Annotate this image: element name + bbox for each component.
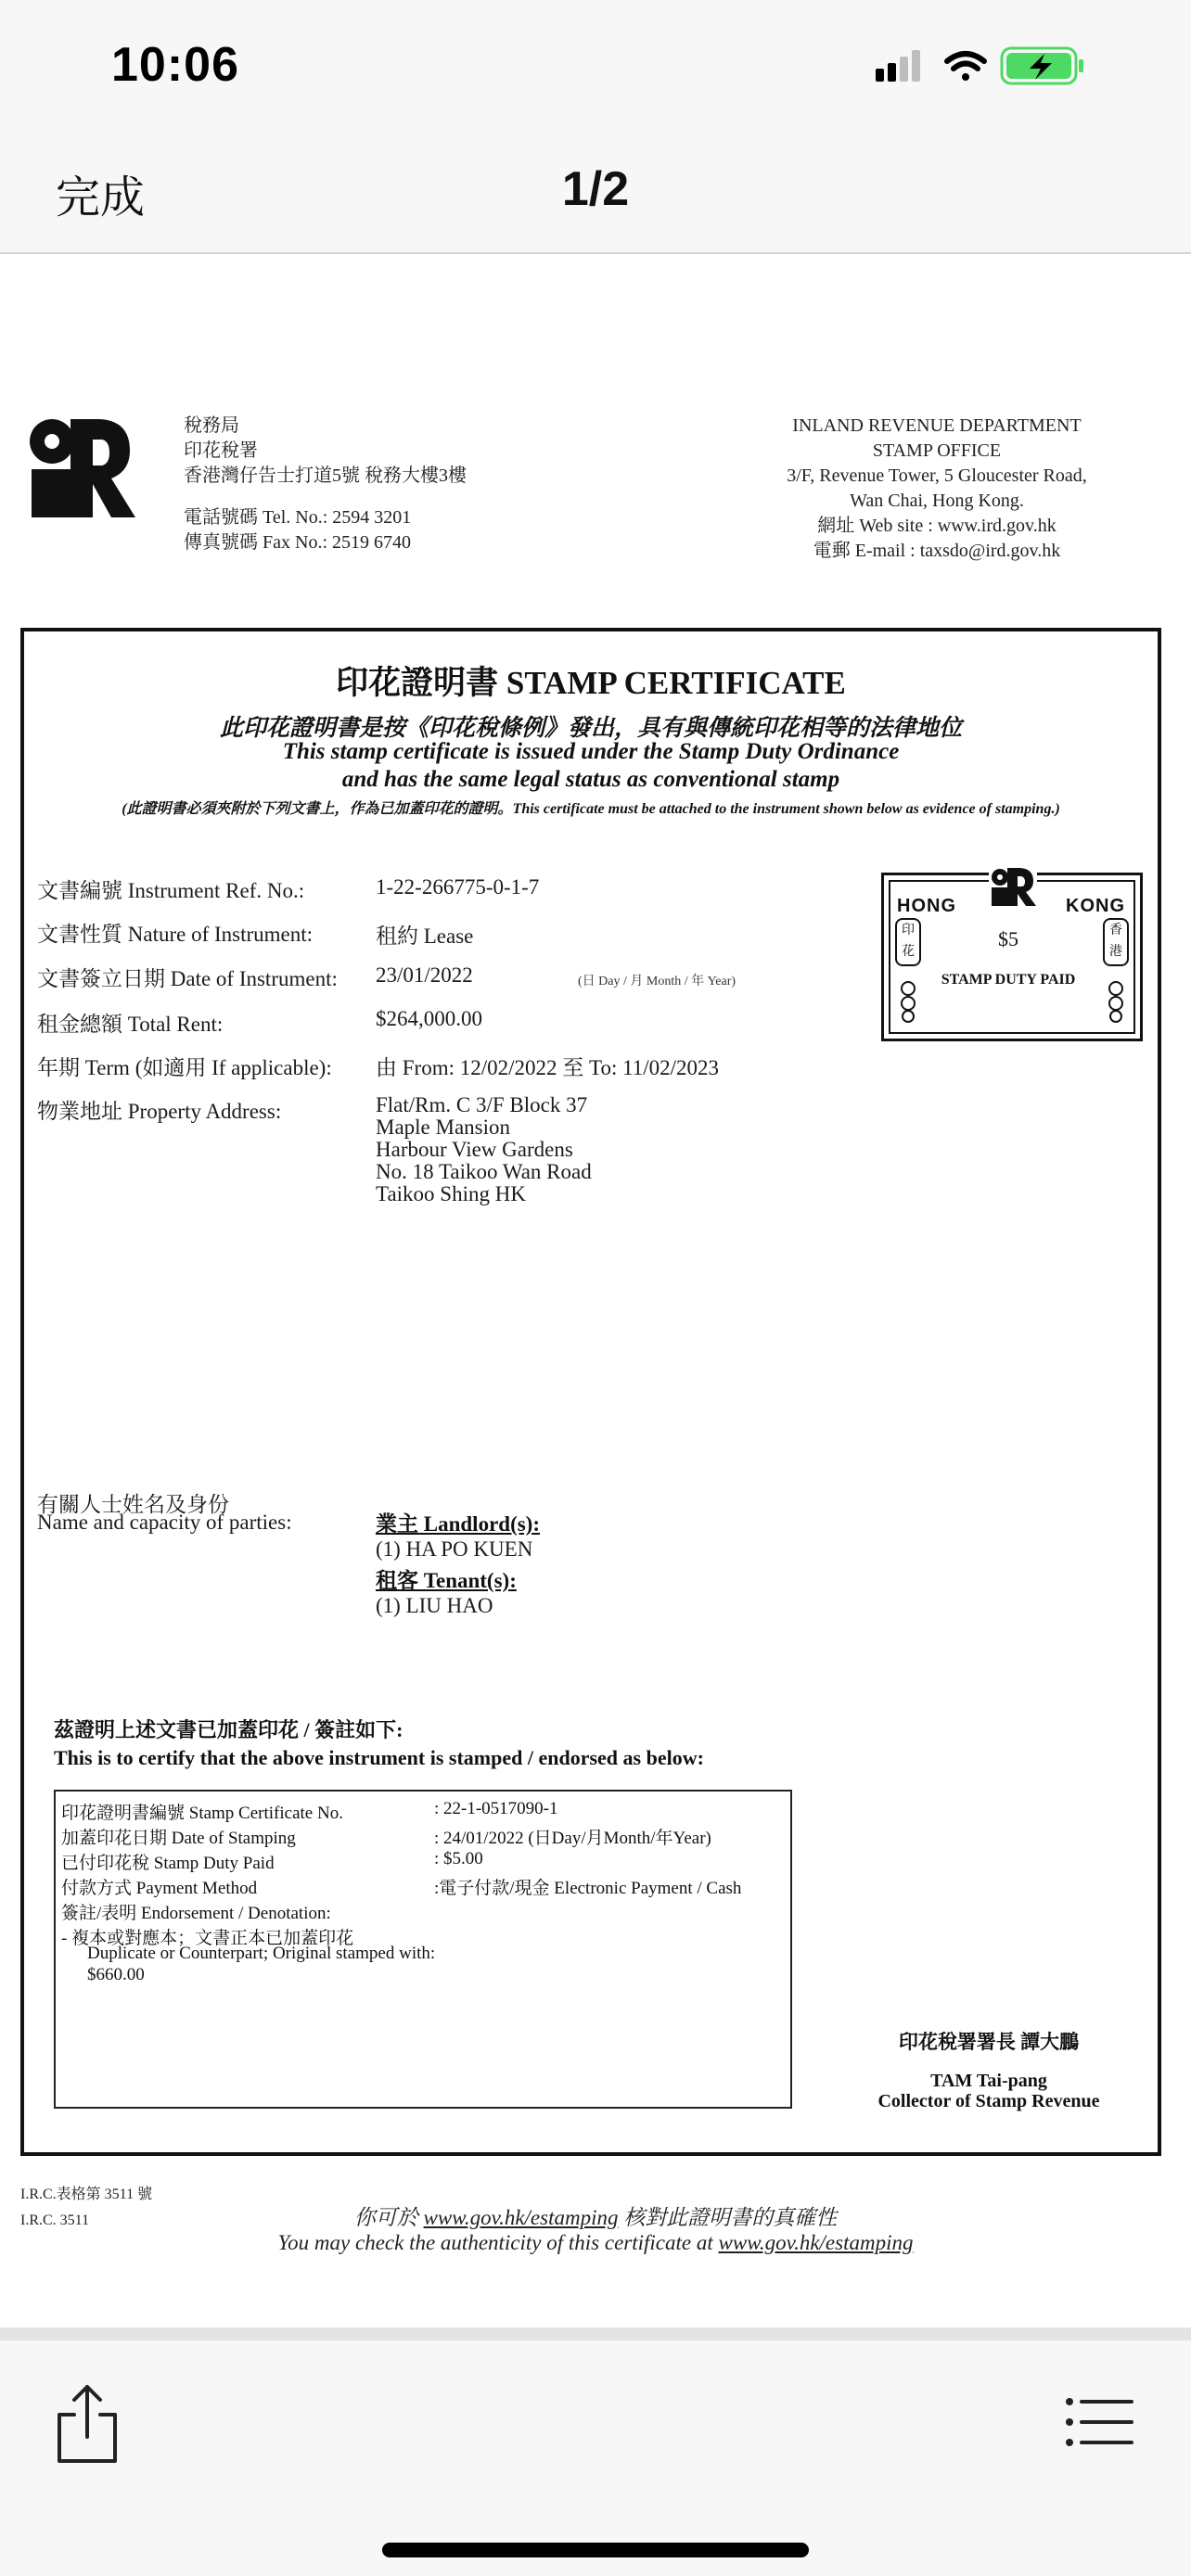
- status-time: 10:06: [111, 38, 239, 92]
- status-bar: [0, 0, 1191, 139]
- term-value: 由 From: 12/02/2022 至 To: 11/02/2023: [376, 1056, 720, 1079]
- estamping-link[interactable]: www.gov.hk/estamping: [718, 2231, 914, 2254]
- website: 網址 Web site : www.ird.gov.hk: [817, 516, 1057, 536]
- address-cn: 香港灣仔告士打道5號 稅務大樓3樓: [184, 465, 467, 486]
- address-en-line1: 3/F, Revenue Tower, 5 Gloucester Road,: [787, 465, 1087, 486]
- email: 電郵 E-mail : taxsdo@ird.gov.hk: [813, 541, 1061, 561]
- collector-title-cn: 印花稅署署長 譚大鵬: [898, 2031, 1080, 2053]
- stamp-word-kong: KONG: [1066, 896, 1125, 916]
- landlord-heading: 業主 Landlord(s):: [376, 1512, 540, 1536]
- address-line: Taikoo Shing HK: [376, 1182, 526, 1205]
- cert-no-value: : 22-1-0517090-1: [434, 1799, 558, 1818]
- certify-cn: 茲證明上述文書已加蓋印花 / 簽註如下:: [54, 1718, 403, 1741]
- endorsement-line-2: Duplicate or Counterpart; Original stamped with:: [87, 1944, 436, 1963]
- office-name-en: STAMP OFFICE: [872, 440, 1002, 461]
- stamp-paid-label: STAMP DUTY PAID: [941, 972, 1076, 988]
- nature-value: 租約 Lease: [376, 925, 474, 948]
- rent-label: 租金總額 Total Rent:: [37, 1013, 224, 1036]
- form-number-cn: I.R.C.表格第 3511 號: [20, 2187, 153, 2202]
- payment-method-value: :電子付款/現金 Electronic Payment / Cash: [434, 1879, 742, 1898]
- nav-bar: [0, 139, 1191, 254]
- ref-label: 文書編號 Instrument Ref. No.:: [37, 879, 305, 902]
- subtitle-cn: 此印花證明書是按《印花稅條例》發出，具有與傳統印花相等的法律地位: [219, 716, 962, 741]
- certify-en: This is to certify that the above instrument is stamped / endorsed as below:: [54, 1746, 704, 1769]
- subtitle-en-2: and has the same legal status as conventional stamp: [341, 767, 840, 792]
- stamp-ornament-icon: [1103, 979, 1129, 1024]
- status-icons: [876, 45, 1117, 91]
- stamping-details-box: [54, 1790, 792, 2109]
- nature-label: 文書性質 Nature of Instrument:: [37, 923, 314, 946]
- subtitle-en-1: This stamp certificate is issued under the Stamp Duty Ordinance: [282, 739, 900, 764]
- form-number-en: I.R.C. 3511: [20, 2213, 90, 2228]
- stamp-side-left: 印花: [895, 918, 921, 966]
- estamping-link[interactable]: www.gov.hk/estamping: [423, 2206, 619, 2229]
- cert-no-label: 印花證明書編號 Stamp Certificate No.: [61, 1804, 343, 1823]
- endorsement-label: 簽註/表明 Endorsement / Denotation:: [61, 1904, 331, 1923]
- collector-title-en: Collector of Stamp Revenue: [877, 2091, 1100, 2111]
- stamping-date-value: : 24/01/2022 (日Day/月Month/年Year): [434, 1829, 711, 1848]
- date-format-hint: (日 Day / 月 Month / 年 Year): [578, 975, 736, 988]
- authenticity-note-cn: 你可於 www.gov.hk/estamping 核對此證明書的真確性: [353, 2206, 838, 2229]
- stamp-word-hong: HONG: [897, 896, 956, 916]
- duty-paid-value: : $5.00: [434, 1849, 483, 1868]
- parties-label-en: Name and capacity of parties:: [37, 1511, 292, 1534]
- wifi-icon: [947, 54, 984, 81]
- duty-paid-label: 已付印花稅 Stamp Duty Paid: [61, 1854, 275, 1873]
- toolbar-separator: [0, 2327, 1191, 2340]
- list-icon[interactable]: [1065, 2394, 1135, 2450]
- stamping-date-label: 加蓋印花日期 Date of Stamping: [61, 1829, 296, 1848]
- fax-number: 傳真號碼 Fax No.: 2519 6740: [184, 532, 411, 553]
- endorsement-line-3: $660.00: [87, 1965, 145, 1984]
- address-value: [376, 1094, 592, 1205]
- certify-statement: [54, 1716, 704, 1772]
- ref-value: 1-22-266775-0-1-7: [376, 875, 540, 899]
- date-value: 23/01/2022: [376, 963, 473, 987]
- share-icon[interactable]: [52, 2383, 122, 2467]
- collector-name-en: TAM Tai-pang: [930, 2071, 1047, 2091]
- battery-charging-icon: [1002, 48, 1083, 83]
- attachment-note: (此證明書必須夾附於下列文書上，作為已加蓋印花的證明。This certificate must be attached to the instrument shown below as evidence of stamping.): [122, 801, 1060, 817]
- address-en-line2: Wan Chai, Hong Kong.: [850, 491, 1024, 511]
- document-viewer[interactable]: [0, 256, 1191, 2327]
- address-line: Flat/Rm. C 3/F Block 37: [376, 1093, 588, 1116]
- certificate-title: 印花證明書 STAMP CERTIFICATE: [336, 665, 846, 701]
- collector-signature: [840, 2032, 1137, 2111]
- rent-value: $264,000.00: [376, 1007, 482, 1030]
- stamp-ird-logo-icon: [989, 866, 1037, 909]
- payment-method-label: 付款方式 Payment Method: [61, 1879, 258, 1898]
- header-left: [184, 414, 467, 555]
- certificate-box: [20, 628, 1161, 2156]
- dept-name-cn: 稅務局: [184, 415, 239, 436]
- ird-logo-icon: [26, 414, 137, 521]
- landlord-1: (1) HA PO KUEN: [376, 1537, 533, 1561]
- date-label: 文書簽立日期 Date of Instrument:: [37, 967, 338, 990]
- signal-icon: [876, 50, 920, 82]
- tenant-1: (1) LIU HAO: [376, 1594, 493, 1617]
- tel-number: 電話號碼 Tel. No.: 2594 3201: [184, 507, 412, 528]
- endorsement-line-1: - 複本或對應本；文書正本已加蓋印花: [61, 1929, 354, 1948]
- stamp-duty-paid-stamp: [881, 873, 1143, 1041]
- address-line: Harbour View Gardens: [376, 1138, 573, 1161]
- header-right: [742, 414, 1132, 564]
- address-label: 物業地址 Property Address:: [37, 1100, 282, 1123]
- stamp-ornament-icon: [895, 979, 921, 1024]
- page-indicator: 1/2: [561, 162, 630, 216]
- tenant-heading: 租客 Tenant(s):: [376, 1569, 517, 1592]
- stamp-value: $5: [998, 927, 1018, 950]
- office-name-cn: 印花稅署: [184, 440, 258, 461]
- address-line: Maple Mansion: [376, 1116, 511, 1139]
- dept-name-en: INLAND REVENUE DEPARTMENT: [792, 415, 1082, 436]
- authenticity-note-en: You may check the authenticity of this certificate at www.gov.hk/estamping: [277, 2231, 914, 2254]
- address-line: No. 18 Taikoo Wan Road: [376, 1160, 592, 1183]
- parties-label-cn: 有關人士姓名及身份: [37, 1493, 229, 1516]
- stamp-side-right: 香港: [1103, 918, 1129, 966]
- home-indicator[interactable]: [382, 2543, 809, 2557]
- bottom-toolbar: [0, 2340, 1191, 2576]
- done-button[interactable]: 完成: [56, 172, 146, 223]
- term-label: 年期 Term (如適用 If applicable):: [37, 1056, 332, 1079]
